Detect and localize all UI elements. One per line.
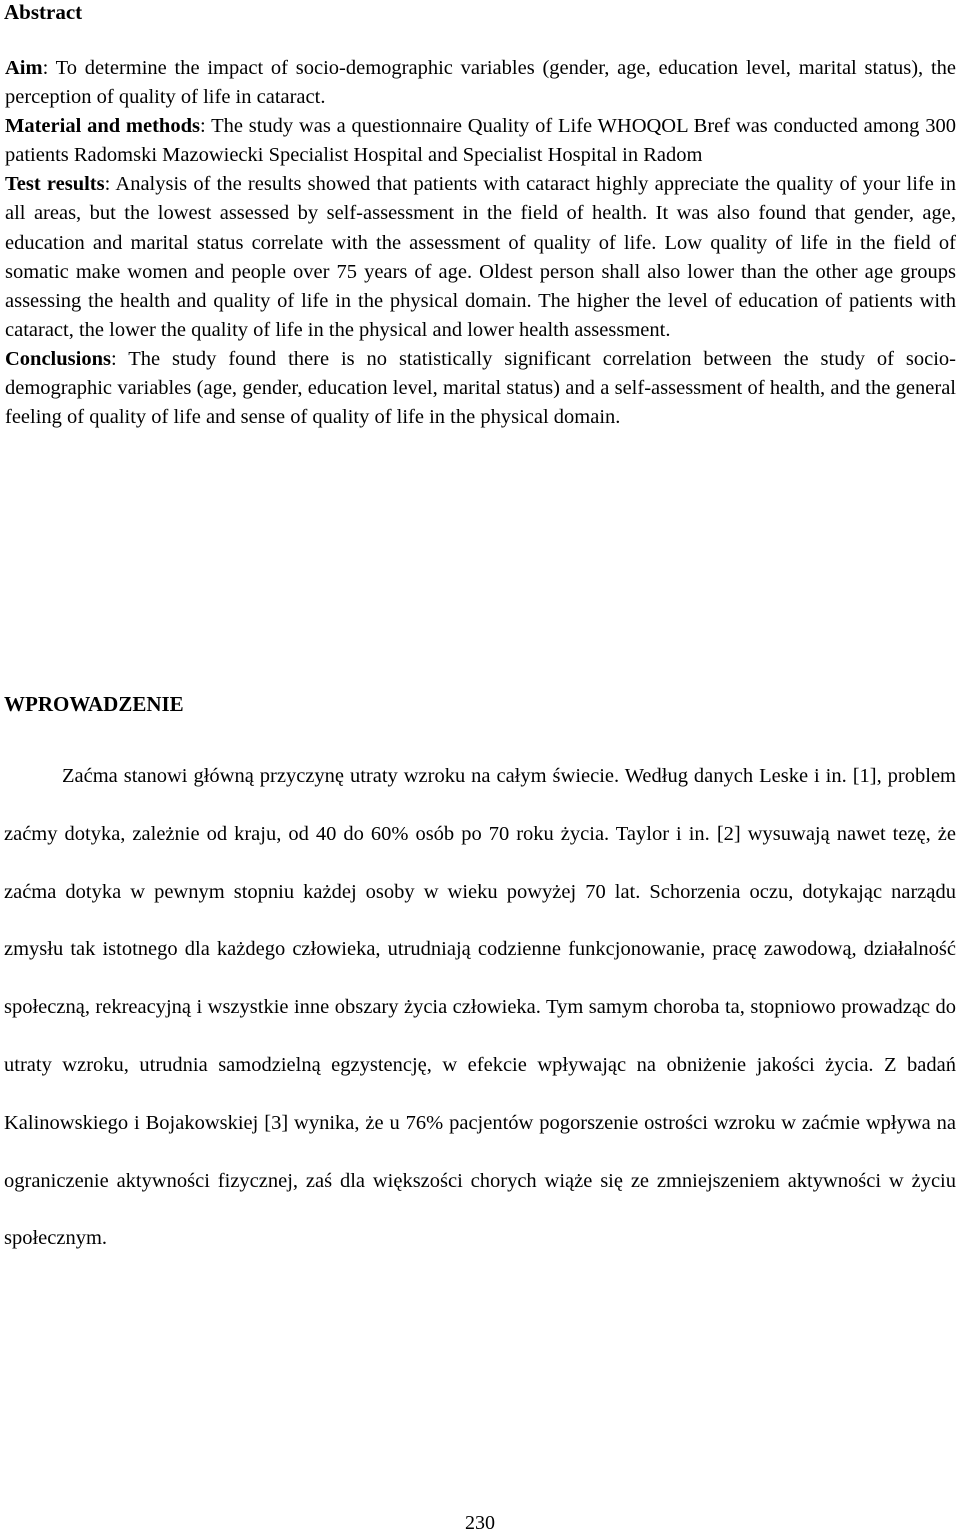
methods-label: Material and methods	[5, 115, 200, 138]
abstract-aim	[5, 54, 956, 112]
conclusions-label: Conclusions	[5, 347, 111, 370]
introduction-heading: WPROWADZENIE	[4, 692, 184, 716]
page-number: 230	[465, 1512, 495, 1534]
abstract-conclusions	[5, 345, 956, 432]
abstract-methods	[5, 112, 956, 170]
abstract-body	[5, 54, 956, 432]
methods-text: : The study was a questionnaire Quality of Life WHOQOL Bref was conducted among 300 patients Radomski Mazowiecki Specialist Hospital and Specialist Hospital in Radom	[5, 115, 956, 167]
conclusions-text: : The study found there is no statistically significant correlation between the study of socio-demographic variables (age, gender, education level, marital status) and a self-assessment of health, and the general feeling of quality of life and sense of quality of life in the physical domain.	[5, 347, 956, 429]
introduction-paragraph: Zaćma stanowi główną przyczynę utraty wzroku na całym świecie. Według danych Leske i in. [1], problem zaćmy dotyka, zależnie od kraju, od 40 do 60% osób po 70 roku życia. Taylor i in. [2] wysuwają nawet tezę, że zaćma dotyka w pewnym stopniu każdej osoby w wieku powyżej 70 lat. Schorzenia oczu, dotykając narządu zmysłu tak istotnego dla każdego człowieka, utrudniają codzienne funkcjonowanie, pracę zawodową, działalność społeczną, rekreacyjną i wszystkie inne obszary życia człowieka. Tym samym choroba ta, stopniowo prowadząc do utraty wzroku, utrudnia samodzielną egzystencję, w efekcie wpływając na obniżenie jakości życia. Z badań Kalinowskiego i Bojakowskiej [3] wynika, że u 76% pacjentów pogorszenie ostrości wzroku w zaćmie wpływa na ograniczenie aktywności fizycznej, zaś dla większości chorych wiąże się ze zmniejszeniem aktywności w życiu społecznym.	[4, 765, 956, 1250]
results-label: Test results	[5, 173, 105, 196]
abstract-heading: Abstract	[4, 0, 83, 24]
abstract-results	[5, 170, 956, 345]
aim-text: : To determine the impact of socio-demographic variables (gender, age, education level, marital status), the perception of quality of life in cataract.	[5, 57, 956, 109]
results-text: : Analysis of the results showed that patients with cataract highly appreciate the quality of your life in all areas, but the lowest assessed by self-assessment in the field of health. It was also found that gender, age, education and marital status correlate with the assessment of quality of life. Low quality of life in the field of somatic make women and people over 75 years of age. Oldest person shall also lower than the other age groups assessing the health and quality of life in the physical domain. The higher the level of education of patients with cataract, the lower the quality of life in the physical and lower health assessment.	[5, 173, 957, 341]
aim-label: Aim	[5, 57, 43, 79]
